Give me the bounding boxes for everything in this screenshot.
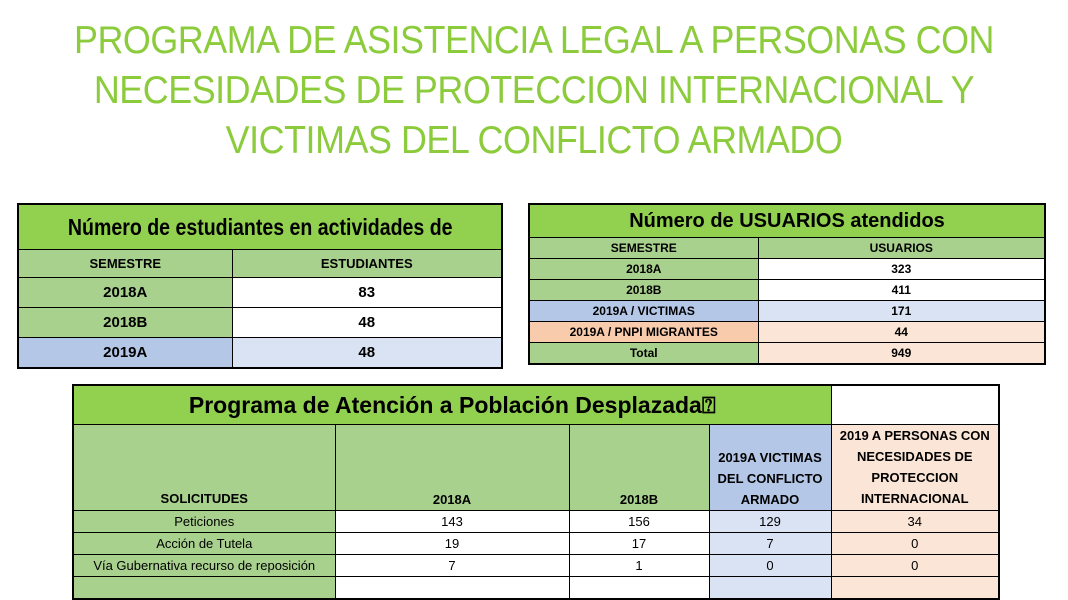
value-cell: 19 bbox=[335, 533, 569, 555]
page-title bbox=[43, 16, 1026, 166]
value-cell: 0 bbox=[831, 533, 999, 555]
value-cell: 7 bbox=[335, 555, 569, 577]
empty-header-cell bbox=[831, 385, 999, 425]
students-table bbox=[17, 203, 503, 369]
total-value-cell: 949 bbox=[758, 343, 1045, 365]
value-cell: 323 bbox=[758, 259, 1045, 280]
semester-cell: 2018B bbox=[529, 280, 758, 301]
displaced-table-title: Programa de Atención a Población Desplazada⍰ bbox=[73, 385, 831, 425]
value-cell: 44 bbox=[758, 322, 1045, 343]
students-header-students: ESTUDIANTES bbox=[232, 250, 502, 278]
table-row bbox=[529, 280, 1045, 301]
semester-cell: 2019A / PNPI MIGRANTES bbox=[529, 322, 758, 343]
unknown-glyph-icon: ⍰ bbox=[701, 391, 716, 418]
table-row bbox=[18, 338, 502, 369]
header-2018b: 2018B bbox=[569, 425, 709, 511]
semester-cell: 2018A bbox=[529, 259, 758, 280]
page-title-line-1: PROGRAMA DE ASISTENCIA LEGAL A PERSONAS CON bbox=[73, 19, 995, 62]
value-cell: 83 bbox=[232, 278, 502, 308]
value-cell: 0 bbox=[709, 555, 831, 577]
displaced-population-table bbox=[72, 384, 1000, 600]
value-cell: 17 bbox=[569, 533, 709, 555]
value-cell: 48 bbox=[232, 308, 502, 338]
semester-cell: 2019A bbox=[18, 338, 232, 369]
value-cell: 0 bbox=[831, 555, 999, 577]
header-2019a-pnpi: 2019 A PERSONAS CON NECESIDADES DE PROTECCION INTERNACIONAL bbox=[831, 425, 999, 511]
value-cell: 48 bbox=[232, 338, 502, 369]
semester-cell: 2018B bbox=[18, 308, 232, 338]
total-label-cell: Total bbox=[529, 343, 758, 365]
page-title-line-3: VICTIMAS DEL CONFLICTO ARMADO bbox=[225, 119, 843, 162]
header-2019a-victimas: 2019A VICTIMAS DEL CONFLICTO ARMADO bbox=[709, 425, 831, 511]
table-row bbox=[18, 278, 502, 308]
value-cell: 7 bbox=[709, 533, 831, 555]
solicitud-label: Peticiones bbox=[73, 511, 335, 533]
value-cell: 129 bbox=[709, 511, 831, 533]
value-cell: 34 bbox=[831, 511, 999, 533]
table-row bbox=[529, 259, 1045, 280]
users-header-users: USUARIOS bbox=[758, 238, 1045, 259]
value-cell: 1 bbox=[569, 555, 709, 577]
page-title-line-2: NECESIDADES DE PROTECCION INTERNACIONAL Y bbox=[93, 69, 975, 112]
users-table bbox=[528, 203, 1046, 365]
table-row bbox=[18, 308, 502, 338]
header-solicitudes: SOLICITUDES bbox=[73, 425, 335, 511]
semester-cell: 2018A bbox=[18, 278, 232, 308]
value-cell: 143 bbox=[335, 511, 569, 533]
table-row bbox=[73, 533, 999, 555]
header-2018a: 2018A bbox=[335, 425, 569, 511]
solicitud-label: Vía Gubernativa recurso de reposición bbox=[73, 555, 335, 577]
semester-cell: 2019A / VICTIMAS bbox=[529, 301, 758, 322]
students-header-semester: SEMESTRE bbox=[18, 250, 232, 278]
table-row bbox=[529, 301, 1045, 322]
table-row bbox=[73, 555, 999, 577]
students-table-title: Número de estudiantes en actividades de bbox=[18, 204, 502, 250]
table-row-total bbox=[529, 343, 1045, 365]
value-cell: 411 bbox=[758, 280, 1045, 301]
table-row bbox=[529, 322, 1045, 343]
solicitud-label: Acción de Tutela bbox=[73, 533, 335, 555]
value-cell: 156 bbox=[569, 511, 709, 533]
users-header-semester: SEMESTRE bbox=[529, 238, 758, 259]
table-row bbox=[73, 511, 999, 533]
value-cell: 171 bbox=[758, 301, 1045, 322]
users-table-title: Número de USUARIOS atendidos bbox=[529, 204, 1045, 238]
